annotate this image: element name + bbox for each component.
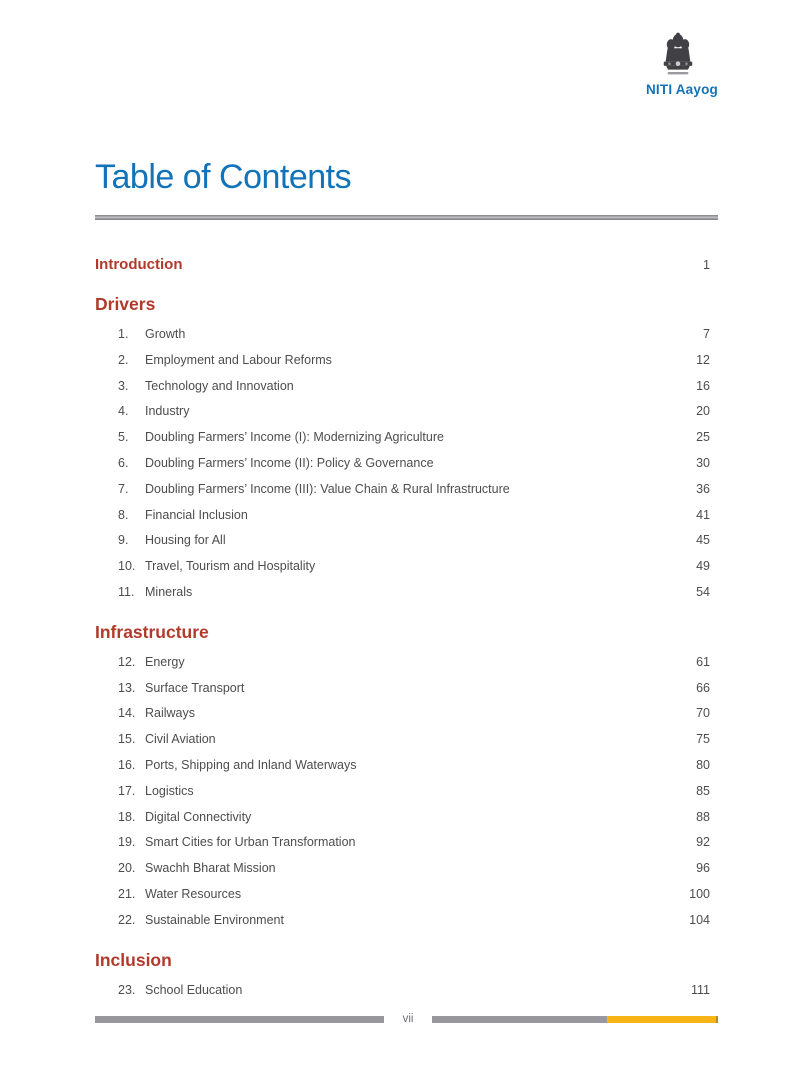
toc-entry[interactable] (95, 399, 710, 425)
toc-entry-page: 25 (696, 430, 710, 445)
toc-entry-label: Digital Connectivity (145, 809, 252, 824)
toc-sections (95, 294, 710, 1003)
toc-entry-page: 12 (696, 352, 710, 367)
toc-entry-label: Surface Transport (145, 680, 245, 695)
toc-entry-page: 100 (689, 886, 710, 901)
toc-entry[interactable] (95, 753, 710, 779)
toc-section (95, 294, 710, 606)
toc-entry[interactable] (95, 554, 710, 580)
toc-entry[interactable] (95, 830, 710, 856)
toc-entry-page: 75 (696, 732, 710, 747)
toc-entry-label: Ports, Shipping and Inland Waterways (145, 757, 357, 772)
toc-entry-page: 20 (696, 404, 710, 419)
toc-entry[interactable] (95, 425, 710, 451)
toc-entry-page: 61 (696, 654, 710, 669)
toc-section (95, 950, 710, 1004)
toc-entry-page: 70 (696, 706, 710, 721)
toc-items (95, 322, 710, 606)
toc-entry-page: 80 (696, 757, 710, 772)
toc-entry[interactable] (95, 727, 710, 753)
toc-entry-label: Housing for All (145, 533, 226, 548)
toc-entry-page: 16 (696, 378, 710, 393)
toc-entry-label: Doubling Farmers’ Income (III): Value Chain & Rural Infrastructure (145, 481, 510, 496)
toc-entry-label: Water Resources (145, 886, 242, 901)
toc-entry[interactable] (95, 528, 710, 554)
toc-entry[interactable] (95, 451, 710, 477)
toc-items (95, 650, 710, 934)
toc-entry-number: 4. (118, 404, 129, 419)
toc-entry[interactable] (95, 322, 710, 348)
toc-entry-label: Minerals (145, 584, 193, 599)
toc-entry-label: Introduction (95, 256, 183, 273)
toc-entry-introduction[interactable] (95, 252, 710, 278)
toc-entry-label: Swachh Bharat Mission (145, 861, 276, 876)
toc-entry-label: Railways (145, 706, 196, 721)
toc-section-heading: Drivers (95, 294, 156, 314)
toc-entry-number: 17. (118, 783, 136, 798)
footer-bar-gray-right (425, 1016, 607, 1023)
toc-entry-number: 1. (118, 327, 129, 341)
toc-entry[interactable] (95, 503, 710, 529)
title-divider (95, 215, 718, 220)
toc-entry-page: 54 (696, 584, 710, 599)
toc-entry-number: 19. (118, 835, 136, 850)
toc-entry[interactable] (95, 348, 710, 374)
toc-entry-number: 13. (118, 680, 136, 695)
footer-bar (95, 1013, 718, 1025)
footer-bar-gray-left (95, 1016, 398, 1023)
toc-entry-number: 5. (118, 430, 129, 445)
toc-entry[interactable] (95, 650, 710, 676)
toc-entry[interactable] (95, 882, 710, 908)
toc-entry-label: Smart Cities for Urban Transformation (145, 835, 356, 850)
toc-entry-number: 18. (118, 809, 136, 824)
toc-entry-page: 30 (696, 455, 710, 470)
toc-entry-page: 36 (696, 481, 710, 496)
toc-entry-number: 20. (118, 861, 136, 876)
toc-entry[interactable] (95, 374, 710, 400)
toc-entry-number: 6. (118, 455, 129, 470)
toc-entry-page: 66 (696, 680, 710, 695)
toc-entry-page: 7 (703, 327, 710, 341)
toc-entry-number: 23. (118, 982, 136, 997)
toc-entry-page: 104 (689, 912, 710, 927)
toc-entry-page: 85 (696, 783, 710, 798)
toc-entry[interactable] (95, 676, 710, 702)
toc-entry-label: Doubling Farmers’ Income (II): Policy & Governance (145, 455, 434, 470)
toc-entry-label: Financial Inclusion (145, 507, 248, 522)
toc-entry-number: 16. (118, 757, 136, 772)
page-title: Table of Contents (95, 158, 352, 196)
toc-entry-page: 96 (696, 861, 710, 876)
toc-entry-number: 3. (118, 378, 129, 393)
toc-entry-number: 11. (118, 584, 135, 599)
ashoka-emblem-icon (659, 30, 697, 78)
toc-section-heading: Inclusion (95, 949, 172, 970)
toc-entry[interactable] (95, 580, 710, 606)
toc-entry[interactable] (95, 805, 710, 831)
toc-entry-label: Sustainable Environment (145, 912, 284, 927)
toc-entry-label: Industry (145, 404, 190, 419)
toc-items (95, 978, 710, 1004)
toc-entry-page: 1 (703, 258, 710, 272)
brand-block (638, 30, 718, 97)
toc-entry-label: Logistics (145, 783, 194, 798)
toc-entry[interactable] (95, 908, 710, 934)
toc-entry-page: 41 (696, 507, 710, 522)
toc-entry[interactable] (95, 856, 710, 882)
toc-entry-page: 92 (696, 835, 710, 850)
toc-entry-label: Employment and Labour Reforms (145, 352, 332, 367)
toc-entry-page: 88 (696, 809, 710, 824)
footer-bar-yellow-cap (716, 1016, 718, 1023)
toc-entry-label: Doubling Farmers’ Income (I): Modernizing Agriculture (145, 430, 444, 445)
toc-entry-number: 22. (118, 912, 136, 927)
toc-entry-label: Energy (145, 654, 185, 669)
toc-entry-page: 49 (696, 559, 710, 574)
toc-entry-number: 2. (118, 352, 129, 367)
toc-entry-number: 14. (118, 706, 136, 721)
toc-section (95, 622, 710, 934)
toc-entry-page: 111 (690, 982, 710, 997)
toc-entry-label: Technology and Innovation (145, 378, 294, 393)
toc-entry-label: School Education (145, 982, 243, 997)
footer-bar-yellow (607, 1016, 716, 1023)
toc-entry-label: Travel, Tourism and Hospitality (145, 559, 316, 574)
toc-entry[interactable] (95, 477, 710, 503)
toc-entry[interactable] (95, 779, 710, 805)
footer-page-number: vii (384, 1010, 432, 1029)
toc-entry-number: 10. (118, 559, 136, 574)
toc-entry-number: 9. (118, 533, 129, 548)
toc-entry-label: Growth (145, 327, 186, 341)
toc-entry-label: Civil Aviation (145, 732, 216, 747)
toc-entry[interactable] (95, 701, 710, 727)
toc-entry-number: 15. (118, 732, 136, 747)
toc-entry-number: 8. (118, 507, 129, 522)
toc-entry[interactable] (95, 978, 710, 1004)
toc-entry-number: 21. (118, 886, 136, 901)
toc-entry-number: 7. (118, 481, 129, 496)
toc-section-heading: Infrastructure (95, 621, 209, 642)
toc-entry-page: 45 (696, 533, 710, 548)
toc (95, 252, 710, 1003)
brand-name: NITI Aayog (645, 82, 718, 97)
toc-entry-number: 12. (118, 654, 136, 669)
